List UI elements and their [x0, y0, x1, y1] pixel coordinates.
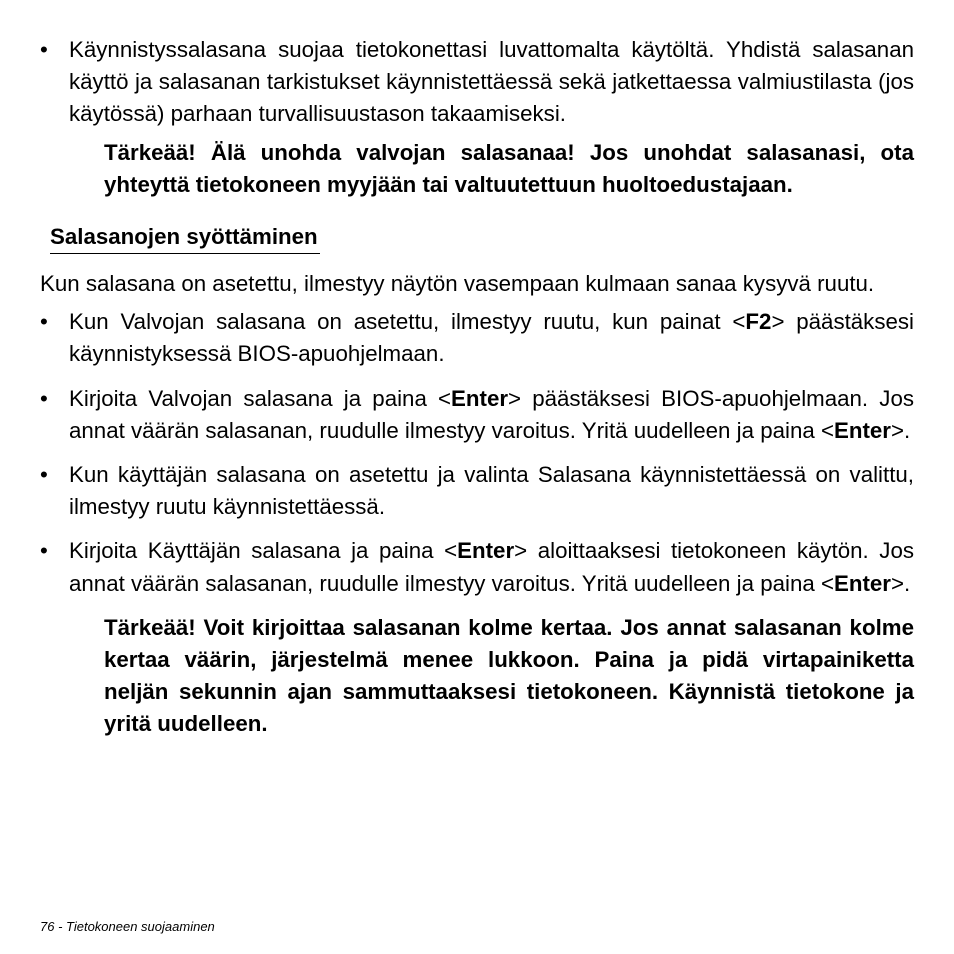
key-name: Enter: [451, 385, 509, 411]
page-footer: 76 - Tietokoneen suojaaminen: [40, 919, 215, 934]
bullet-text: > päästäksesi BIOS-apuohjelmaan. Jos annat väärän salasanan, ruudulle ilmestyy varoitus. Yritä uudelleen ja paina <: [69, 385, 914, 443]
important-note-three-attempts: Tärkeää! Voit kirjoittaa salasanan kolme kertaa. Jos annat salasanan kolme kertaa väärin, järjestelmä menee lukkoon. Paina ja pidä virtapainiketta neljän sekunnin ajan sammuttaaksesi tietokoneen. Käynnistä tietokone ja yritä uudelleen.: [104, 614, 914, 737]
page-content: [40, 34, 914, 741]
bullet-text: > päästäksesi käynnistyksessä BIOS-apuohjelmaan.: [69, 309, 914, 367]
section-heading: Salasanojen syöttäminen: [50, 221, 320, 254]
bullet-text: Kirjoita Valvojan salasana ja paina <: [69, 385, 452, 411]
bullet-marker: •: [40, 385, 48, 411]
bullet-marker: •: [40, 538, 48, 564]
bullet-user-enter: [40, 535, 914, 599]
bullet-user-password: [40, 459, 914, 523]
important-note-forgot-password: Tärkeää! Älä unohda valvojan salasanaa! Jos unohdat salasanasi, ota yhteyttä tietokoneen myyjään tai valtuutettuun huoltoedustajaan.: [104, 139, 914, 197]
intro-bullet-text: Käynnistyssalasana suojaa tietokonettasi luvattomalta käytöltä. Yhdistä salasanan käyttö ja salasanan tarkistukset käynnistettäessä sekä jatkettaessa valmiustilasta (jos käytössä) parhaan turvallisuustason takaamiseksi.: [69, 37, 914, 127]
key-name: F2: [745, 309, 772, 335]
bullet-text: >.: [890, 417, 911, 443]
bullet-text: >.: [890, 570, 911, 596]
bullet-text: Kirjoita Käyttäjän salasana ja paina <: [69, 538, 458, 564]
bullet-marker: •: [40, 37, 48, 62]
intro-bullet: [40, 34, 914, 131]
bullet-text: Kun Valvojan salasana on asetettu, ilmestyy ruutu, kun painat <: [69, 309, 746, 335]
section-intro: Kun salasana on asetettu, ilmestyy näytön vasempaan kulmaan sanaa kysyvä ruutu.: [40, 271, 875, 297]
bullet-text: > aloittaaksesi tietokoneen käytön. Jos annat väärän salasanan, ruudulle ilmestyy varoitus. Yritä uudelleen ja paina <: [69, 538, 914, 596]
bullet-text: Kun käyttäjän salasana on asetettu ja valinta Salasana käynnistettäessä on valittu, ilmestyy ruutu käynnistettäessä.: [69, 462, 914, 520]
bullet-marker: •: [40, 462, 48, 488]
bullet-supervisor-enter: [40, 383, 914, 447]
bullet-supervisor-prompt: [40, 306, 914, 370]
key-name: Enter: [833, 417, 891, 443]
key-name: Enter: [833, 570, 891, 596]
key-name: Enter: [457, 538, 515, 564]
bullet-marker: •: [40, 309, 48, 335]
